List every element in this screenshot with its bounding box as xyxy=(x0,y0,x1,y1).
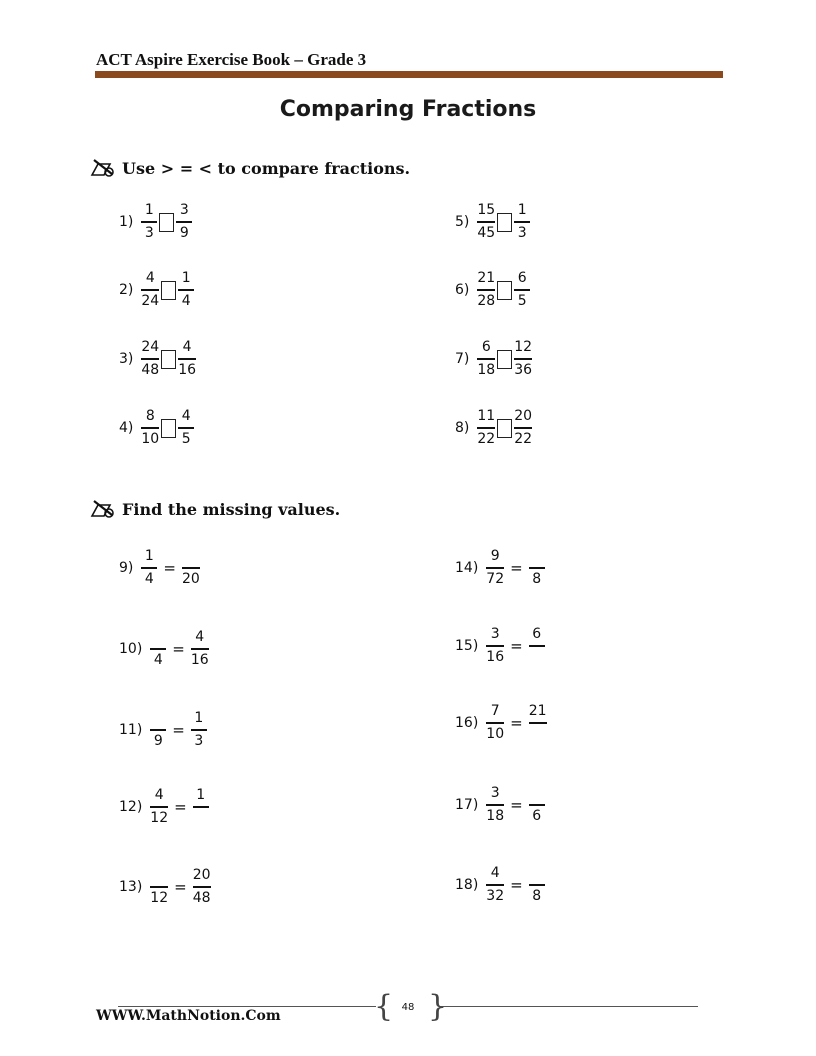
denominator: 72 xyxy=(486,571,505,587)
problem-10 xyxy=(119,630,209,668)
denominator: 3 xyxy=(517,225,527,241)
numerator: 4 xyxy=(145,270,155,286)
pencil-paper-icon xyxy=(90,158,116,178)
problem-number: 10) xyxy=(119,641,143,657)
denominator: 12 xyxy=(150,810,169,826)
problem-15 xyxy=(455,627,545,665)
denominator: 12 xyxy=(150,890,169,906)
fraction-bar xyxy=(182,567,200,569)
fraction-left xyxy=(477,409,495,447)
numerator: 11 xyxy=(477,408,496,424)
fraction-bar xyxy=(514,358,532,360)
fraction-bar xyxy=(477,289,495,291)
fraction-bar xyxy=(141,427,159,429)
fraction-bar xyxy=(150,886,168,888)
fraction-bar xyxy=(150,648,166,650)
fraction-left xyxy=(486,549,504,587)
problem-18 xyxy=(455,866,545,904)
footer-bracket-right: } xyxy=(428,989,448,1024)
numerator: 21 xyxy=(528,703,547,719)
fraction-right xyxy=(529,549,545,587)
denominator: 3 xyxy=(144,225,154,241)
denominator: 20 xyxy=(181,571,200,587)
problem-number: 12) xyxy=(119,799,143,815)
fraction-bar xyxy=(486,567,504,569)
denominator xyxy=(195,811,207,826)
problem-3 xyxy=(119,340,196,378)
compare-box[interactable] xyxy=(497,281,512,300)
problem-16 xyxy=(455,704,547,742)
equals-sign: = xyxy=(510,559,523,577)
fraction-left xyxy=(477,271,495,309)
header-title: ACT Aspire Exercise Book – Grade 3 xyxy=(96,50,367,69)
compare-box[interactable] xyxy=(159,213,174,232)
denominator: 22 xyxy=(477,431,496,447)
fraction-left xyxy=(486,704,504,742)
fraction-left xyxy=(141,340,159,378)
fraction-left xyxy=(477,340,495,378)
fraction-left xyxy=(141,203,157,241)
numerator: 4 xyxy=(154,787,164,803)
fraction-right xyxy=(529,704,547,742)
fraction-bar xyxy=(529,884,545,886)
fraction-left xyxy=(150,711,166,749)
denominator: 45 xyxy=(477,225,496,241)
denominator: 22 xyxy=(514,431,533,447)
fraction-bar xyxy=(529,722,547,724)
numerator: 6 xyxy=(532,626,542,642)
fraction-bar xyxy=(486,645,504,647)
problem-number: 16) xyxy=(455,715,479,731)
fraction-left xyxy=(150,788,168,826)
numerator: 4 xyxy=(195,629,205,645)
fraction-right xyxy=(178,409,194,447)
denominator: 5 xyxy=(517,293,527,309)
numerator: 9 xyxy=(490,548,500,564)
fraction-right xyxy=(514,271,530,309)
problem-number: 8) xyxy=(455,420,470,436)
numerator: 7 xyxy=(490,703,500,719)
denominator: 16 xyxy=(486,649,505,665)
fraction-left xyxy=(150,868,168,906)
denominator: 32 xyxy=(486,888,505,904)
numerator: 1 xyxy=(181,270,191,286)
equals-sign: = xyxy=(174,878,187,896)
denominator: 36 xyxy=(514,362,533,378)
fraction-bar xyxy=(176,221,192,223)
problem-number: 4) xyxy=(119,420,134,436)
denominator: 10 xyxy=(486,726,505,742)
problem-number: 18) xyxy=(455,877,479,893)
fraction-left xyxy=(150,630,166,668)
denominator: 10 xyxy=(141,431,160,447)
denominator: 8 xyxy=(532,571,542,587)
problem-number: 15) xyxy=(455,638,479,654)
compare-box[interactable] xyxy=(497,213,512,232)
equals-sign: = xyxy=(172,640,185,658)
problem-number: 7) xyxy=(455,351,470,367)
fraction-bar xyxy=(191,729,207,731)
denominator: 9 xyxy=(153,733,163,749)
pencil-paper-icon xyxy=(90,499,116,519)
fraction-bar xyxy=(191,648,209,650)
numerator: 1 xyxy=(194,710,204,726)
numerator: 20 xyxy=(514,408,533,424)
fraction-right xyxy=(191,711,207,749)
footer-website: WWW.MathNotion.Com xyxy=(96,1008,281,1024)
fraction-left xyxy=(141,271,159,309)
denominator: 3 xyxy=(194,733,204,749)
compare-box[interactable] xyxy=(497,350,512,369)
fraction-right xyxy=(529,627,545,665)
fraction-right xyxy=(529,786,545,824)
fraction-bar xyxy=(486,884,504,886)
section2-instruction xyxy=(90,499,340,519)
fraction-bar xyxy=(529,567,545,569)
page-number: 48 xyxy=(401,1002,415,1013)
denominator: 24 xyxy=(141,293,160,309)
numerator xyxy=(531,866,543,881)
problem-4 xyxy=(119,409,194,447)
compare-box[interactable] xyxy=(497,419,512,438)
fraction-left xyxy=(477,203,495,241)
fraction-bar xyxy=(150,729,166,731)
numerator xyxy=(531,786,543,801)
problem-number: 14) xyxy=(455,560,479,576)
numerator: 4 xyxy=(181,408,191,424)
problem-number: 5) xyxy=(455,214,470,230)
equals-sign: = xyxy=(172,721,185,739)
fraction-bar xyxy=(150,806,168,808)
problem-6 xyxy=(455,271,530,309)
problem-number: 6) xyxy=(455,282,470,298)
denominator: 18 xyxy=(477,362,496,378)
compare-box[interactable] xyxy=(161,281,176,300)
footer-bracket-left: { xyxy=(374,989,394,1024)
fraction-right xyxy=(176,203,192,241)
numerator: 1 xyxy=(144,548,154,564)
compare-box[interactable] xyxy=(161,419,176,438)
fraction-bar xyxy=(178,427,194,429)
problem-8 xyxy=(455,409,532,447)
numerator xyxy=(531,549,543,564)
fraction-bar xyxy=(514,221,530,223)
problem-number: 1) xyxy=(119,214,134,230)
equals-sign: = xyxy=(510,637,523,655)
denominator: 4 xyxy=(153,652,163,668)
fraction-bar xyxy=(529,804,545,806)
problem-2 xyxy=(119,271,194,309)
fraction-left xyxy=(141,549,157,587)
denominator: 16 xyxy=(190,652,209,668)
fraction-bar xyxy=(141,567,157,569)
fraction-bar xyxy=(477,427,495,429)
denominator: 9 xyxy=(179,225,189,241)
numerator xyxy=(152,711,164,726)
fraction-bar xyxy=(529,645,545,647)
numerator xyxy=(185,549,197,564)
numerator: 4 xyxy=(490,865,500,881)
fraction-bar xyxy=(193,886,211,888)
numerator: 1 xyxy=(144,202,154,218)
numerator: 4 xyxy=(182,339,192,355)
numerator xyxy=(152,630,164,645)
section2-instruction-text: Find the missing values. xyxy=(122,499,341,519)
numerator: 15 xyxy=(477,202,496,218)
problem-number: 3) xyxy=(119,351,134,367)
numerator xyxy=(153,868,165,883)
fraction-left xyxy=(486,627,504,665)
equals-sign: = xyxy=(163,559,176,577)
fraction-bar xyxy=(514,289,530,291)
problem-1 xyxy=(119,203,192,241)
numerator: 3 xyxy=(490,626,500,642)
fraction-left xyxy=(141,409,159,447)
denominator: 18 xyxy=(486,808,505,824)
fraction-bar xyxy=(477,221,495,223)
fraction-right xyxy=(191,630,209,668)
equals-sign: = xyxy=(174,798,187,816)
problem-13 xyxy=(119,868,211,906)
fraction-bar xyxy=(486,804,504,806)
problem-number: 13) xyxy=(119,879,143,895)
section1-instruction xyxy=(90,158,410,178)
problem-12 xyxy=(119,788,209,826)
section1-instruction-text: Use > = < to compare fractions. xyxy=(122,158,411,178)
fraction-right xyxy=(514,340,532,378)
numerator: 8 xyxy=(145,408,155,424)
equals-sign: = xyxy=(510,876,523,894)
fraction-bar xyxy=(477,358,495,360)
fraction-right xyxy=(514,409,532,447)
fraction-bar xyxy=(178,358,196,360)
denominator: 4 xyxy=(144,571,154,587)
problem-11 xyxy=(119,711,207,749)
fraction-bar xyxy=(141,221,157,223)
denominator: 8 xyxy=(532,888,542,904)
header-rule xyxy=(95,71,723,78)
equals-sign: = xyxy=(510,714,523,732)
equals-sign: = xyxy=(510,796,523,814)
fraction-bar xyxy=(514,427,532,429)
compare-box[interactable] xyxy=(161,350,176,369)
numerator: 20 xyxy=(192,867,211,883)
numerator: 21 xyxy=(477,270,496,286)
denominator: 6 xyxy=(532,808,542,824)
denominator: 48 xyxy=(192,890,211,906)
problem-5 xyxy=(455,203,530,241)
fraction-bar xyxy=(141,289,159,291)
problem-17 xyxy=(455,786,545,824)
fraction-right xyxy=(529,866,545,904)
problem-14 xyxy=(455,549,545,587)
denominator xyxy=(532,727,544,742)
denominator: 48 xyxy=(141,362,160,378)
denominator: 5 xyxy=(181,431,191,447)
fraction-right xyxy=(193,788,209,826)
denominator xyxy=(531,650,543,665)
fraction-bar xyxy=(486,722,504,724)
problem-number: 11) xyxy=(119,722,143,738)
numerator: 1 xyxy=(196,787,206,803)
numerator: 6 xyxy=(481,339,491,355)
numerator: 6 xyxy=(517,270,527,286)
fraction-right xyxy=(178,271,194,309)
problem-9 xyxy=(119,549,200,587)
fraction-right xyxy=(178,340,196,378)
numerator: 3 xyxy=(490,785,500,801)
fraction-left xyxy=(486,866,504,904)
numerator: 12 xyxy=(514,339,533,355)
problem-number: 2) xyxy=(119,282,134,298)
fraction-left xyxy=(486,786,504,824)
page-title: Comparing Fractions xyxy=(279,97,537,122)
fraction-right xyxy=(182,549,200,587)
problem-7 xyxy=(455,340,532,378)
fraction-bar xyxy=(141,358,159,360)
fraction-right xyxy=(193,868,211,906)
denominator: 4 xyxy=(181,293,191,309)
denominator: 28 xyxy=(477,293,496,309)
fraction-bar xyxy=(193,806,209,808)
numerator: 1 xyxy=(517,202,527,218)
denominator: 16 xyxy=(178,362,197,378)
problem-number: 17) xyxy=(455,797,479,813)
problem-number: 9) xyxy=(119,560,134,576)
numerator: 24 xyxy=(141,339,160,355)
numerator: 3 xyxy=(179,202,189,218)
fraction-bar xyxy=(178,289,194,291)
fraction-right xyxy=(514,203,530,241)
